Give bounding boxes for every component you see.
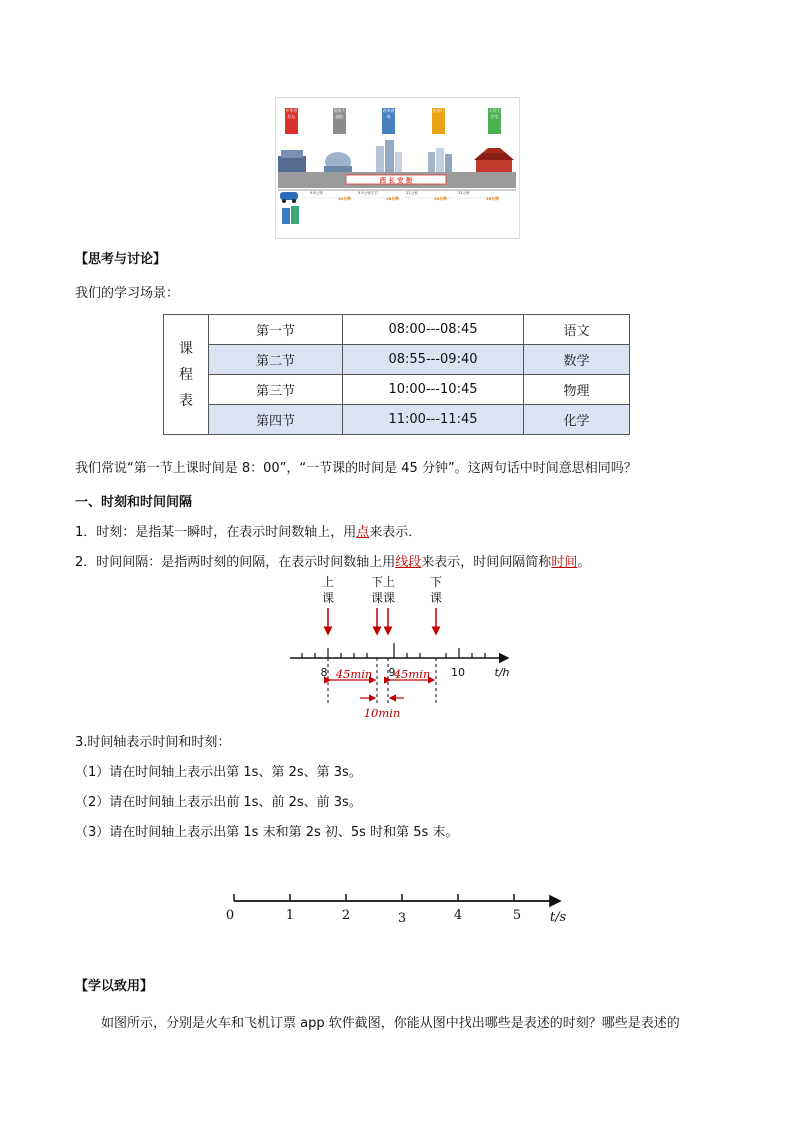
axis-ticks [234,894,514,901]
subject-cell: 物理 [524,375,630,405]
period-cell: 第三节 [209,375,343,405]
exercise-item-1: （1）请在时间轴上表示出第 1s、第 2s、第 3s。 [75,765,362,780]
tick-label-0: 0 [225,908,235,923]
highlight-segment: 线段 [395,555,422,570]
office-icon [282,206,299,224]
distance-label-4: 31公里 [458,191,470,195]
table-row [164,405,630,435]
time-label-2: 18分钟 [386,196,399,201]
schedule-label-char: 表 [179,392,193,409]
tick-label-5: 5 [512,908,522,923]
time-label-3: 30分钟 [434,196,447,201]
landmark-sign-3 [382,108,395,134]
road-name: 西 长 安 街 [379,176,413,185]
subject-cell: 语文 [524,315,630,345]
time-cell: 08:55---09:40 [343,345,524,375]
building-icon-1 [278,150,306,172]
highlight-point: 点 [356,525,370,540]
time-label-4: 36分钟 [486,196,499,201]
period-cell: 第四节 [209,405,343,435]
period-cell: 第一节 [209,315,343,345]
schedule-label [164,315,209,435]
distance-label-3: 21公里 [406,191,418,195]
exercise-item-3: （3）请在时间轴上表示出第 1s 末和第 2s 初、5s 时和第 5s 末。 [75,825,459,840]
building-icon-3 [376,140,402,172]
question-text: 我们常说“第一节上课时间是 8：00”，“一节课的时间是 45 分钟”。这两句话中时间意思相同吗？ [75,461,637,476]
time-cell: 11:00---11:45 [343,405,524,435]
table-row [164,315,630,345]
section3-title: 3.时间轴表示时间和时刻： [75,735,231,750]
landmark-label: 人民大会堂 [488,108,501,119]
tiananmen-icon [474,148,514,172]
span-label-45: 45min [335,667,373,681]
label-break: 课课 [370,591,396,605]
axis-label-seconds: t/s [549,910,567,925]
definition-text: 1．时刻：是指某一瞬时，在表示时间数轴上，用 [75,525,357,540]
span-label-45: 45min [393,667,431,681]
building-icon-2 [324,152,352,172]
label-class-start: 课 [321,591,335,605]
landmark-sign-2 [333,108,346,134]
apply-paragraph: 如图所示，分别是火车和飞机订票 app 软件截图，你能从图中找出哪些是表述的时刻？哪些是表述的 [101,1016,680,1031]
landmark-label: 中华世纪坛 [285,108,298,119]
subject-cell: 数学 [524,345,630,375]
tick-label-1: 1 [285,908,295,923]
highlight-time: 时间 [551,555,578,570]
time-cell: 08:00---08:45 [343,315,524,345]
definition-text: 。 [577,555,591,570]
definition-text: 来表示． [369,525,422,540]
label-class-start: 上 [321,575,335,589]
schedule-label-char: 程 [179,366,193,383]
span-label-10: 10min [363,706,401,720]
tick-label-9: 9 [388,666,396,679]
definition-moment [75,521,421,540]
intro-text: 我们的学习场景： [75,286,180,301]
tick-label-3: 3 [397,911,407,926]
tick-label-2: 2 [341,908,351,923]
map-illustration [276,136,519,236]
heading-discuss: 【思考与讨论】 [75,252,167,267]
definition-interval [75,551,590,570]
definition-text: 2．时间间隔：是指两时刻的间隔，在表示时间数轴上用 [75,555,396,570]
distance-label-1: 4.6公里 [310,191,323,195]
tick-label-10: 10 [451,666,465,679]
distance-label-2: 5.5公里左右 [358,191,379,195]
tick-label-4: 4 [453,908,463,923]
time-label-1: 10分钟 [338,196,351,201]
schedule-label-char: 课 [179,340,193,357]
landmark-sign-4 [432,108,445,134]
landmark-sign-5 [488,108,501,134]
landmark-label: 天安门 [432,108,445,113]
axis-label-hours: t/h [494,666,510,679]
label-break: 下上 [370,575,396,589]
exercise-item-2: （2）请在时间轴上表示出前 1s、前 2s、前 3s。 [75,795,362,810]
table-row [164,375,630,405]
heading-apply: 【学以致用】 [75,979,154,994]
table-row [164,345,630,375]
building-icon-4 [428,148,452,172]
axis-ticks [302,643,485,658]
map-figure [275,97,520,239]
timeline-class-figure [280,570,520,720]
definition-text: 来表示，时间间隔简称 [421,555,552,570]
subject-cell: 化学 [524,405,630,435]
time-cell: 10:00---10:45 [343,375,524,405]
period-cell: 第二节 [209,345,343,375]
landmark-sign-1 [285,108,298,134]
car-icon [280,192,298,203]
section1-heading: 一、时刻和时间间隔 [75,495,193,510]
label-class-end: 下 [429,575,443,589]
tick-label-8: 8 [320,666,328,679]
timeline-seconds-figure [220,885,580,935]
schedule-table [163,314,630,435]
label-class-end: 课 [429,591,443,605]
landmark-label: 国家大剧院 [333,108,346,119]
landmark-label: 西单商场 [382,108,395,119]
